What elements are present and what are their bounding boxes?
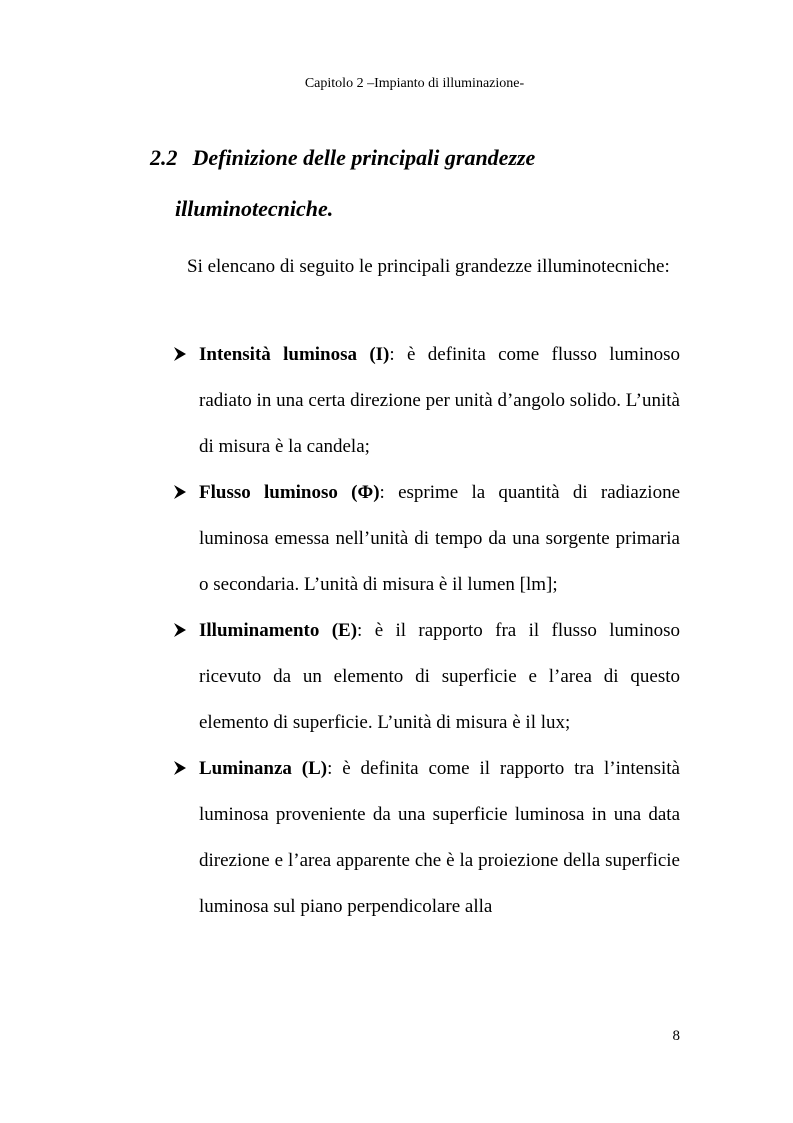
page-number: 8 <box>672 1028 680 1044</box>
section-number: 2.2 <box>150 145 178 170</box>
arrow-bullet-icon <box>173 470 189 516</box>
definition-text: : è definita come il rapporto tra l’intensità luminosa proveniente da una superficie luminosa in una data direzione e l’area apparente che è la proiezione della superficie luminosa sul piano perpendicolare alla <box>199 758 680 917</box>
definition-text: : è il rapporto fra il flusso luminoso ricevuto da un elemento di superficie e l’area di questo elemento di superficie. L’unità di misura è il lux; <box>199 620 680 733</box>
definition-text: : è definita come flusso luminoso radiato in una certa direzione per unità d’angolo solido. L’unità di misura è la candela; <box>199 344 680 457</box>
list-item <box>150 608 680 746</box>
arrow-bullet-icon <box>173 332 189 378</box>
list-item <box>150 746 680 930</box>
section-title-line-2: illuminotecniche. <box>175 196 334 221</box>
term-label: Flusso luminoso (Φ) <box>199 482 380 503</box>
list-item <box>150 332 680 470</box>
definitions-list <box>150 332 680 930</box>
definition-text: : esprime la quantità di radiazione luminosa emessa nell’unità di tempo da una sorgente primaria o secondaria. L’unità di misura è il lumen [lm]; <box>199 482 680 595</box>
term-label: Luminanza (L) <box>199 758 328 779</box>
section-heading <box>150 143 710 173</box>
arrow-bullet-icon <box>173 608 189 654</box>
term-label: Intensità luminosa (I) <box>199 344 390 365</box>
section-title-line-1: Definizione delle principali grandezze <box>192 145 536 170</box>
list-item <box>150 470 680 608</box>
running-header: Capitolo 2 –Impianto di illuminazione- <box>304 76 525 91</box>
arrow-bullet-icon <box>173 746 189 792</box>
intro-paragraph: Si elencano di seguito le principali grandezze illuminotecniche: <box>187 256 670 277</box>
term-label: Illuminamento (E) <box>199 620 358 641</box>
